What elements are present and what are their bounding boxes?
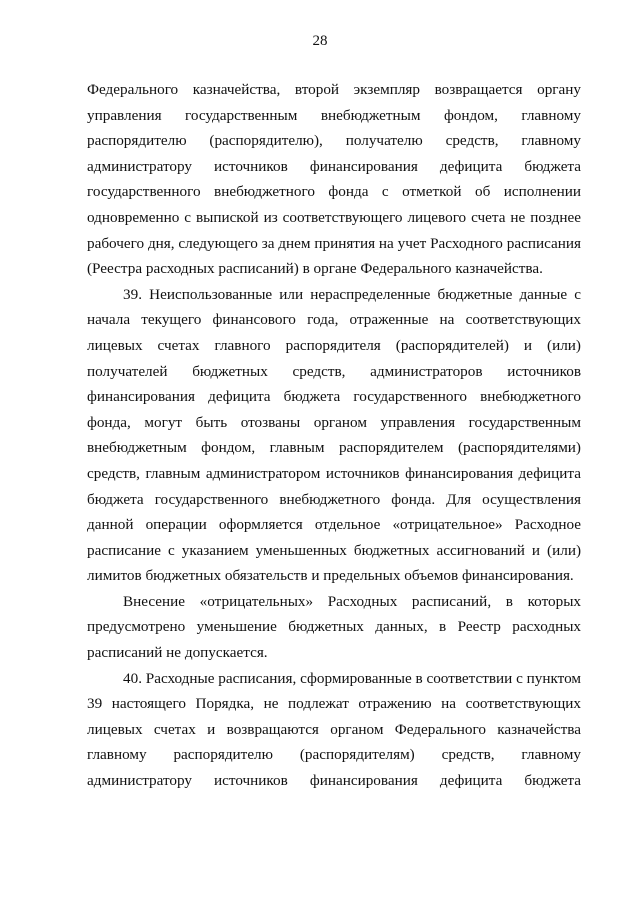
document-body [87,77,581,794]
paragraph-item-39: 39. Неиспользованные или нераспределенные бюджетные данные с начала текущего финансового года, отраженные на соответствующих лицевых счетах главного распорядителя (распорядителей) и (или) получателей бюджетных средств, администраторов источников финансирования дефицита бюджета государственного внебюджетного фонда, могут быть отозваны органом управления государственным внебюджетным фондом, главным распорядителем (распорядителями) средств, главным администратором источников финансирования дефицита бюджета государственного внебюджетного фонда. Для осуществления данной операции оформляется отдельное «отрицательное» Расходное расписание с указанием уменьшенных бюджетных ассигнований и (или) лимитов бюджетных обязательств и предельных объемов финансирования. [87,285,581,585]
page-number: 28 [312,33,328,49]
paragraph-item-40: 40. Расходные расписания, сформированные в соответствии с пунктом 39 настоящего Порядка, не подлежат отражению на соответствующих лицевых счетах и возвращаются органом Федерального казначейства главному распорядителю (распорядителям) средств, главному администратору источников финансирования дефицита бюджета [87,669,581,790]
paragraph-continuation: Федерального казначейства, второй экземпляр возвращается органу управления государственным внебюджетным фондом, главному распорядителю (распорядителю), получателю средств, главному администратору источников финансирования дефицита бюджета государственного внебюджетного фонда с отметкой об исполнении одновременно с выпиской из соответствующего лицевого счета не позднее рабочего дня, следующего за днем принятия на учет Расходного расписания (Реестра расходных расписаний) в органе Федерального казначейства. [87,81,581,278]
paragraph-negative-schedules: Внесение «отрицательных» Расходных расписаний, в которых предусмотрено уменьшение бюджетных данных, в Реестр расходных расписаний не допускается. [87,592,581,662]
